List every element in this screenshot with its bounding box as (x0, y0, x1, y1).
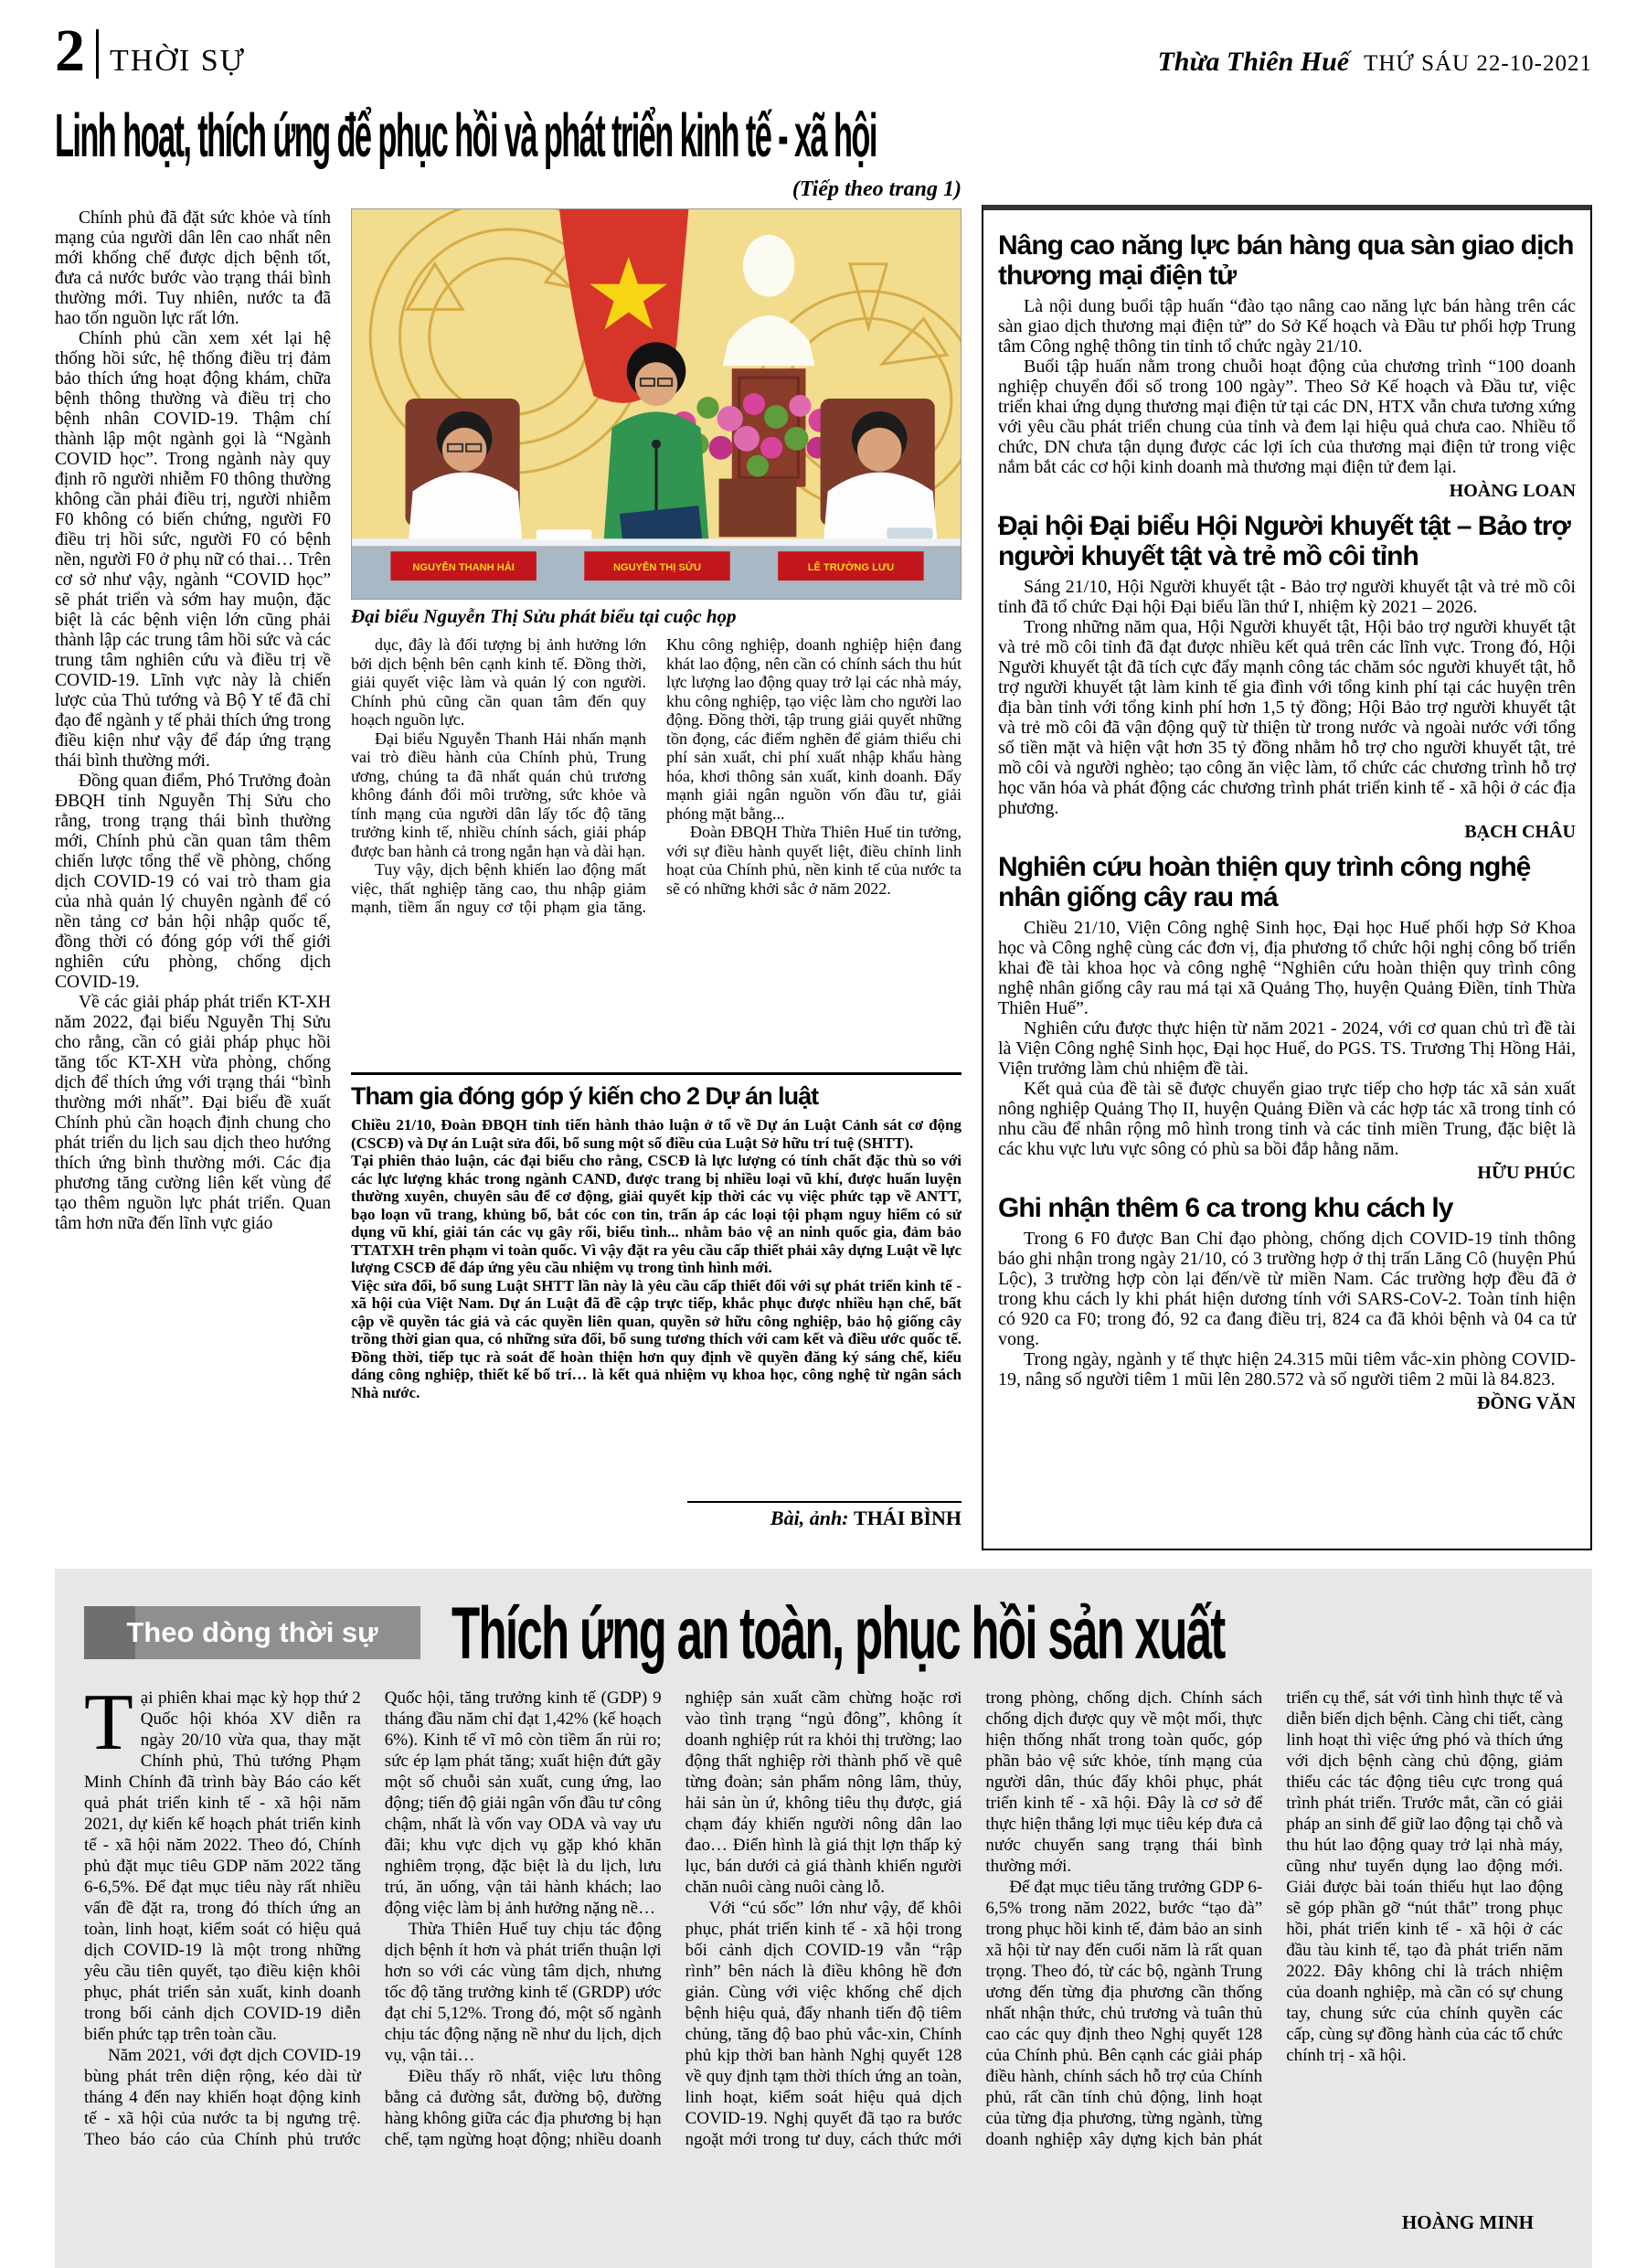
sidebar-article-2 (998, 511, 1576, 843)
paragraph: Kết quả của đề tài sẽ được chuyển giao trực tiếp cho hợp tác xã sản xuất nông nghiệp Quảng Thọ II, huyện Quảng Điền và các hợp tác xã trong tỉnh có nhu cầu để nhân rộng mô hình trong tỉnh và các tỉnh miền Trung, đặc biệt là các khu vực lưu vực sông có phù sa bồi đắp hằng năm. (998, 1079, 1576, 1159)
photo-caption: Đại biểu Nguyễn Thị Sửu phát biểu tại cuộc họp (351, 605, 737, 627)
header-left (55, 17, 246, 84)
law-box-title: Tham gia đóng góp ý kiến cho 2 Dự án luật (351, 1082, 819, 1110)
article-byline (687, 1507, 962, 1530)
sidebar-article-1-title: Nâng cao năng lực bán hàng qua sàn giao dịch thương mại điện tử (998, 230, 1574, 291)
page-header (55, 17, 1592, 95)
main-headline-wrap (55, 102, 962, 177)
main-content-row (55, 102, 1592, 1550)
editorial-columns (84, 1688, 1563, 2243)
sidebar-news-box (982, 205, 1592, 1550)
left-delegate-figure (406, 399, 524, 555)
sidebar-article-2-byline: BẠCH CHÂU (1464, 822, 1576, 842)
sidebar-article-4-byline: ĐỒNG VĂN (1477, 1393, 1576, 1413)
paragraph: Điều thấy rõ nhất, việc lưu thông bằng cả đường sắt, đường bộ, đường hàng không giữa các địa phương bị hạn chế, tạm ngừng hoạt động; nhiều doanh nghiệp sản xuất cầm chừng hoặc rơi vào tình trạng “ngủ đông”, không ít doanh nghiệp rút ra khỏi thị trường; lao động thất nghiệp rời thành phố về quê từng đoàn; sản phẩm nông lâm, thủy, hải sản ùn ứ, không tiêu thụ được, giá chạm đáy khiến người nông dân lao đao… Điển hình là giá thịt lợn thấp kỷ lục, bán dưới cả giá thành khiến người chăn nuôi càng nuôi càng lỗ. (384, 1688, 962, 2149)
paragraph: Tuy vậy, dịch bệnh khiến lao động mất việc, thất nghiệp tăng cao, thu nhập giảm mạnh, tiềm ẩn nguy cơ tội phạm gia tăng. Khu công nghiệp, doanh nghiệp hiện đang khát lao động, nên cần có chính sách thu hút lực lượng lao động quay trở lại các nhà máy, khu công nghiệp, tạo việc làm cho người lao động. Đồng thời, tập trung giải quyết những tồn đọng, các điểm nghẽn để giảm thiểu chi phí sản xuất, chi phí xuất nhập khẩu hàng hóa, khơi thông sản xuất, kinh doanh. Đẩy mạnh giải ngân nguồn vốn đầu tư, giải phóng mặt bằng... (351, 635, 962, 916)
paragraph: Năm 2021, với đợt dịch COVID-19 bùng phát trên diện rộng, kéo dài từ tháng 4 đến nay khiến hoạt động kinh tế - xã hội của nước ta bị ngưng trệ. Theo báo cáo của Chính phủ trước Quốc hội, tăng trưởng kinh tế (GDP) 9 tháng đầu năm chỉ đạt 1,42% (kế hoạch 6%). Kinh tế vĩ mô còn tiềm ẩn rủi ro; sức ép lạm phát tăng; xuất hiện đứt gãy một số chuỗi sản xuất, cung ứng, lao động; tiến độ giải ngân vốn đầu tư công chậm, nhất là vốn vay ODA và vay ưu đãi; khu vực dịch vụ gặp khó khăn nghiêm trọng, đặc biệt là du lịch, lưu trú, ăn uống, vận tải hành khách; lao động việc làm bị ảnh hưởng nặng nề… (84, 1688, 662, 2149)
paragraph: dục, đây là đối tượng bị ảnh hưởng lớn bởi dịch bệnh bên cạnh kinh tế. Đồng thời, giải quyết việc làm và quản lý con người. Chính phủ cũng cần quan tâm đến quy hoạch nguồn lực. (351, 635, 646, 729)
kicker-label: Theo dòng thời sự (126, 1616, 378, 1648)
law-box-body (351, 1116, 962, 1401)
sidebar-article-2-title: Đại hội Đại biểu Hội Người khuyết tật – Bảo trợ người khuyết tật và trẻ mồ côi tỉnh (998, 511, 1570, 571)
continuation-note: (Tiếp theo trang 1) (792, 177, 962, 201)
sidebar-article-3-byline: HỮU PHÚC (1477, 1163, 1576, 1183)
paragraph: Việc sửa đổi, bổ sung Luật SHTT lần này là yêu cầu cấp thiết đối với sự phát triển kinh tế - xã hội của Việt Nam. Dự án Luật đã đề cập trực tiếp, khắc phục được nhiều hạn chế, bất cập về quyền tác giả và các quyền liên quan, quyền sở hữu công nghiệp, bảo hộ giống cây trồng thời gian qua, có những sửa đổi, bổ sung tương thích với cam kết và điều ước quốc tế. Đồng thời, tiếp tục rà soát để hoàn thiện hơn quy định về quyền đăng ký sáng chế, kiểu dáng công nghiệp, thiết kế bố trí… là kết quả nhiệm vụ khoa học, công nghệ từ ngân sách Nhà nước. (351, 1276, 962, 1401)
editorial-headline: Thích ứng an toàn, phục hồi sản xuất (452, 1591, 1225, 1675)
main-article-columns (55, 208, 962, 1536)
paragraph: Nghiên cứu được thực hiện từ năm 2021 - 2024, với cơ quan chủ trì đề tài là Viện Công nghệ Sinh học, Đại học Huế, do PGS. TS. Trương Thị Hồng Hải, Viện trưởng làm chủ nhiệm đề tài. (998, 1018, 1576, 1079)
paragraph: Là nội dung buổi tập huấn “đào tạo nâng cao năng lực bán hàng trên các sàn giao dịch thương mại điện tử” do Sở Kế hoạch và Đầu tư phối hợp Trung tâm Công nghệ thông tin tỉnh tổ chức ngày 21/10. (998, 296, 1576, 357)
sidebar-article-2-body (998, 577, 1576, 818)
nameplate-left: NGUYỄN THANH HẢI (412, 562, 515, 574)
paragraph: Chiều 21/10, Đoàn ĐBQH tỉnh tiến hành thảo luận ở tổ về Dự án Luật Cảnh sát cơ động (CSCĐ) và Dự án Luật sửa đổi, bổ sung một số điều của Luật Sở hữu trí tuệ (SHTT). (351, 1116, 962, 1152)
paragraph: Chiều 21/10, Viện Công nghệ Sinh học, Đại học Huế phối hợp Sở Khoa học và Công nghệ cùng các đơn vị, địa phương tổ chức hội nghị công bố triển khai đề tài khoa học và công nghệ “Nghiên cứu hoàn thiện quy trình công nghệ nhân giống cây rau má tại xã Quảng Thọ, huyện Quảng Điền, tỉnh Thừa Thiên Huế”. (998, 918, 1576, 1018)
newspaper-masthead: Thừa Thiên Huế (1157, 47, 1350, 77)
sidebar-article-1 (998, 230, 1576, 502)
paragraph: Trong ngày, ngành y tế thực hiện 24.315 mũi tiêm vắc-xin phòng COVID-19, nâng số người tiêm 1 mũi lên 280.572 và số người tiêm 2 mũi là 84.823. (998, 1349, 1576, 1390)
nameplate-center: NGUYỄN THỊ SỬU (612, 562, 702, 574)
editorial-section (55, 1569, 1592, 2268)
sidebar-article-1-byline: HOÀNG LOAN (1449, 481, 1576, 501)
nameplate-right: LÊ TRƯỜNG LƯU (807, 562, 895, 574)
paragraph: Chính phủ cần xem xét lại hệ thống hồi sức, hệ thống điều trị đảm bảo thích ứng hoạt động khám, chữa bệnh thông thường và điều trị cho bệnh nhân COVID-19. Thậm chí thành lập một ngành gọi là “Ngành COVID học”. Trong ngành này quy định rõ người nhiễm F0 thông thường không cần phải điều trị, người nhiễm F0 không có biến chứng, người F0 điều trị hồi sức, người F0 có bệnh nền, người F0 ở phụ nữ có thai… Trên cơ sở như vậy, ngành “COVID học” sẽ phát triển và sớm hay muộn, đặc biệt là các bệnh viện lớn cũng phải thành lập các trung tâm hồi sức và các trung tâm nghiên cứu và điều trị về COVID-19. Lĩnh vực này là chiến lược của Thủ tướng và Bộ Y tế đã chỉ đạo để ngành y tế phải thích ứng trong điều kiện như vậy để đáp ứng trạng thái bình thường mới. (55, 329, 331, 771)
drop-cap: T (84, 1688, 133, 1767)
byline-rule (687, 1501, 962, 1503)
paragraph: Đồng quan điểm, Phó Trưởng đoàn ĐBQH tỉnh Nguyễn Thị Sửu cho rằng, trong trạng thái bình thường mới, Chính phủ cần quan tâm thêm chiến lược tổng thể về phòng, chống dịch COVID-19 có vai trò tham gia của nhà quản lý chuyên ngành để có nền tảng cơ bản hội nhập quốc tế, đồng thời có đóng góp với thế giới nghiên cứu phòng, chống dịch COVID-19. (55, 772, 331, 992)
sidebar-article-3 (998, 852, 1576, 1184)
paragraph: Đoàn ĐBQH Thừa Thiên Huế tin tưởng, với sự điều hành quyết liệt, điều chỉnh linh hoạt của Chính phủ, nền kinh tế của nước ta sẽ có những khởi sắc ở năm 2022. (666, 823, 962, 898)
paragraph: Sáng 21/10, Hội Người khuyết tật - Bảo trợ người khuyết tật và trẻ mồ côi tỉnh đã tổ chức Đại hội Đại biểu lần thứ I, nhiệm kỳ 2021 – 2026. (998, 577, 1576, 617)
sidebar-article-3-body (998, 918, 1576, 1159)
issue-date: THỨ SÁU 22-10-2021 (1364, 51, 1592, 76)
main-article-columns-2-3 (351, 635, 962, 1063)
sidebar-article-4 (998, 1193, 1576, 1414)
paragraph: Đại biểu Nguyễn Thanh Hải nhấn mạnh vai trò điều hành của Chính phủ, Trung ương, chúng ta đã nhất quán chủ trương không đánh đổi môi trường, sức khỏe và tính mạng của người dân lấy tốc độ tăng trưởng kinh tế, nhiều chính sách, giải pháp được ban hành cả trong ngắn hạn và dài hạn. (351, 729, 646, 860)
sidebar-article-4-body (998, 1229, 1576, 1390)
byline-prefix: Bài, ảnh: (770, 1507, 849, 1529)
paragraph: Trong những năm qua, Hội Người khuyết tật, Hội bảo trợ người khuyết tật và trẻ mồ côi tỉnh đã đạt được nhiều kết quả trên các lĩnh vực. Trong đó, Hội Người khuyết tật đã tích cực đẩy mạnh công tác chăm sóc người khuyết tật, hỗ trợ người khuyết tật làm kinh tế gia đình với tổng kinh phí tại các huyện trên địa bàn tỉnh với tổng kinh phí hơn 1,5 tỷ đồng; Hội Bảo trợ người khuyết tật và trẻ mồ côi đã vận động quỹ từ thiện từ trong nước và ngoài nước với tổng số tiền mặt và hiện vật hơn 35 tỷ đồng nhằm hỗ trợ cho người khuyết tật, trẻ mồ côi và người nghèo; tạo công ăn việc làm, tổ chức các chương trình hỗ trợ học văn hóa và phát động các chương trình phát triển kinh tế - xã hội ở các địa phương. (998, 617, 1576, 818)
header-divider (96, 29, 99, 79)
editorial-banner (84, 1591, 1563, 1675)
meeting-photo-illustration (352, 209, 961, 599)
paragraph: Tại phiên khai mạc kỳ họp thứ 2 Quốc hội khóa XV diễn ra ngày 20/10 vừa qua, thay mặt Chính phủ, Thủ tướng Phạm Minh Chính đã trình bày Báo cáo kết quả phát triển kinh tế - xã hội năm 2021, dự kiến kế hoạch phát triển kinh tế - xã hội năm 2022. Theo đó, Chính phủ đặt mục tiêu GDP năm 2022 tăng 6-6,5%. Để đạt mục tiêu này rất nhiều vấn đề đặt ra, trong đó thích ứng an toàn, linh hoạt, kiểm soát có hiệu quả dịch COVID-19 là một trong những yêu cầu tiên quyết, tạo điều kiện khôi phục, phát triển sản xuất, kinh doanh trong bối cảnh dịch COVID-19 diễn biến phức tạp trên toàn cầu. (84, 1688, 361, 2044)
law-discussion-box (351, 1072, 962, 1536)
meeting-photo (351, 208, 962, 600)
main-article-column-1 (55, 208, 331, 1536)
header-right (1157, 47, 1592, 78)
paragraph: Về các giải pháp phát triển KT-XH năm 2022, đại biểu Nguyễn Thị Sửu cho rằng, cần có giải pháp phục hồi tăng tốc KT-XH vừa phòng, chống dịch để thích ứng với trạng thái “bình thường mới nhất”. Đại biểu đề xuất Chính phủ cần hoạch định chung cho phát triển du lịch sau dịch theo hướng thích ứng bình thường mới. Các địa phương tăng cường liên kết vùng để tạo thêm nguồn lực phát triển. Quan tâm hơn nữa đến lĩnh vực giáo (55, 993, 331, 1233)
page-number: 2 (55, 17, 85, 84)
main-headline: Linh hoạt, thích ứng để phục hồi và phát triển kinh tế - xã hội (55, 102, 877, 171)
main-article (55, 102, 962, 1550)
editorial-headline-wrap (452, 1591, 1563, 1675)
main-article-right (351, 208, 962, 1536)
sidebar-article-1-body (998, 296, 1576, 477)
nameplates (390, 551, 923, 580)
byline-name: THÁI BÌNH (854, 1507, 962, 1529)
paragraph: Thừa Thiên Huế tuy chịu tác động dịch bệnh ít hơn và phát triển thuận lợi hơn so với các vùng tâm dịch, nhưng tốc độ tăng trưởng kinh tế (GRDP) ước đạt chỉ 5,12%. Trong đó, một số ngành chịu tác động nặng nề như du lịch, dịch vụ, vận tải… (384, 1920, 662, 2065)
paragraph: Trong 6 F0 được Ban Chỉ đạo phòng, chống dịch COVID-19 tỉnh thông báo ghi nhận trong ngày 21/10, có 3 trường hợp ở thị trấn Lăng Cô (huyện Phú Lộc), 3 trường hợp còn lại đến/về từ miền Nam. Các trường hợp đều đã ở trong khu cách ly khi phát hiện dương tính với SARS-CoV-2. Toàn tỉnh hiện có 920 ca F0; trong đó, 92 ca đang điều trị, 824 ca đã khỏi bệnh và 04 ca tử vong. (998, 1229, 1576, 1349)
paragraph: Với “cú sốc” lớn như vậy, để khôi phục, phát triển kinh tế - xã hội trong bối cảnh dịch COVID-19 vẫn “rập rình” bên nách là điều không hề đơn giản. Cùng với việc khống chế dịch bệnh hiệu quả, đẩy nhanh tiến độ tiêm chủng, tăng độ bao phủ vắc-xin, Chính phủ kịp thời ban hành Nghị quyết 128 về quy định tạm thời thích ứng an toàn, linh hoạt, kiểm soát hiệu quả dịch COVID-19. Nghị quyết đã tạo ra bước ngoặt mới trong tư duy, cách thức mới trong phòng, chống dịch. Chính sách chống dịch được quy về một mối, thực hiện thống nhất trong toàn quốc, góp phần bảo vệ sức khỏe, tính mạng của người dân, thúc đẩy khôi phục, phát triển kinh tế - xã hội. Đây là cơ sở để thực hiện thắng lợi mục tiêu kép đưa cả nước chuyển sang trạng thái bình thường mới. (685, 1688, 1263, 2149)
sidebar-article-3-title: Nghiên cứu hoàn thiện quy trình công nghệ nhân giống cây rau má (998, 852, 1531, 912)
paragraph: Tại phiên thảo luận, các đại biểu cho rằng, CSCĐ là lực lượng có tính chất đặc thù so với các lực lượng khác trong ngành CAND, được trang bị nhiều loại vũ khí, được huấn luyện thường xuyên, chuyên sâu để cơ động, giải quyết kịp thời các vụ việc phức tạp về ANTT, bạo loạn vũ trang, khủng bố, bắt cóc con tin, trấn áp các loại tội phạm nguy hiểm có sử dụng vũ khí, giải tán các vụ gây rối, biểu tình... nhằm bảo vệ an ninh quốc gia, đảm bảo TTATXH trên phạm vi toàn quốc. Vì vậy đặt ra yêu cầu cấp thiết phải xây dựng Luật về lực lượng CSCĐ để đáp ứng yêu cầu nhiệm vụ trong tình hình mới. (351, 1152, 962, 1276)
paragraph: Để đạt mục tiêu tăng trưởng GDP 6-6,5% trong năm 2022, bước “tạo đà” trong phục hồi kinh tế, đảm bảo an sinh xã hội từ nay đến cuối năm là rất quan trọng. Theo đó, từ các bộ, ngành Trung ương đến từng địa phương cần thống nhất nhận thức, chủ trương và tuân thủ cao các quy định theo Nghị quyết 128 của Chính phủ. Bên cạnh các giải pháp điều hành, chính sách hỗ trợ của Chính phủ, rất cần tính chủ động, linh hoạt của từng địa phương, từng ngành, từng doanh nghiệp xây dựng kịch bản phát triển cụ thể, sát với tình hình thực tế và diễn biến dịch bệnh. Càng chi tiết, càng linh hoạt thì việc ứng phó và thích ứng với dịch bệnh càng chủ động, giảm thiểu các tác động tiêu cực trong quá trình phát triển. Trước mắt, cần có giải pháp an sinh để giữ lao động tại chỗ và thu hút lao động quay trở lại nhà máy, cũng như tuyển dụng lao động mới. Giải được bài toán thiếu hụt lao động sẽ góp phần gỡ “nút thắt” trong phục hồi, phát triển kinh tế - xã hội ở các đầu tàu kinh tế, tạo đà phát triển năm 2022. Đây không chỉ là trách nhiệm của doanh nghiệp, mà cần có sự chung tay, chung sức của chính quyền các cấp, cùng sự đồng hành của các tổ chức chính trị - xã hội. (985, 1688, 1563, 2149)
section-title: THỜI SỰ (110, 44, 246, 78)
law-byline-block (660, 1501, 962, 1530)
sidebar-article-4-title: Ghi nhận thêm 6 ca trong khu cách ly (998, 1193, 1453, 1223)
kicker-box (84, 1606, 420, 1659)
paragraph: Buổi tập huấn nằm trong chuỗi hoạt động của chương trình “100 doanh nghiệp chuyển đổi số trong 100 ngày”. Theo Sở Kế hoạch và Đầu tư, việc triển khai ứng dụng thương mại điện tử tại các DN, HTX vẫn chưa tương xứng với yêu cầu phát triển chung của tỉnh và đem lại hiệu quả chưa cao. Nhiều tổ chức, DN chưa tận dụng được các lợi ích của thương mại điện tử trong việc nắm bắt các cơ hội kinh doanh mà thương mại điện tử đem lại. (998, 357, 1576, 477)
editorial-byline: HOÀNG MINH (1401, 2211, 1534, 2233)
paragraph: Chính phủ đã đặt sức khỏe và tính mạng của người dân lên cao nhất nên mới khống chế được dịch bệnh tốt, đưa cả nước bước vào trạng thái bình thường mới. Tuy nhiên, nước ta đã hao tốn nguồn lực rất lớn. (55, 208, 331, 328)
